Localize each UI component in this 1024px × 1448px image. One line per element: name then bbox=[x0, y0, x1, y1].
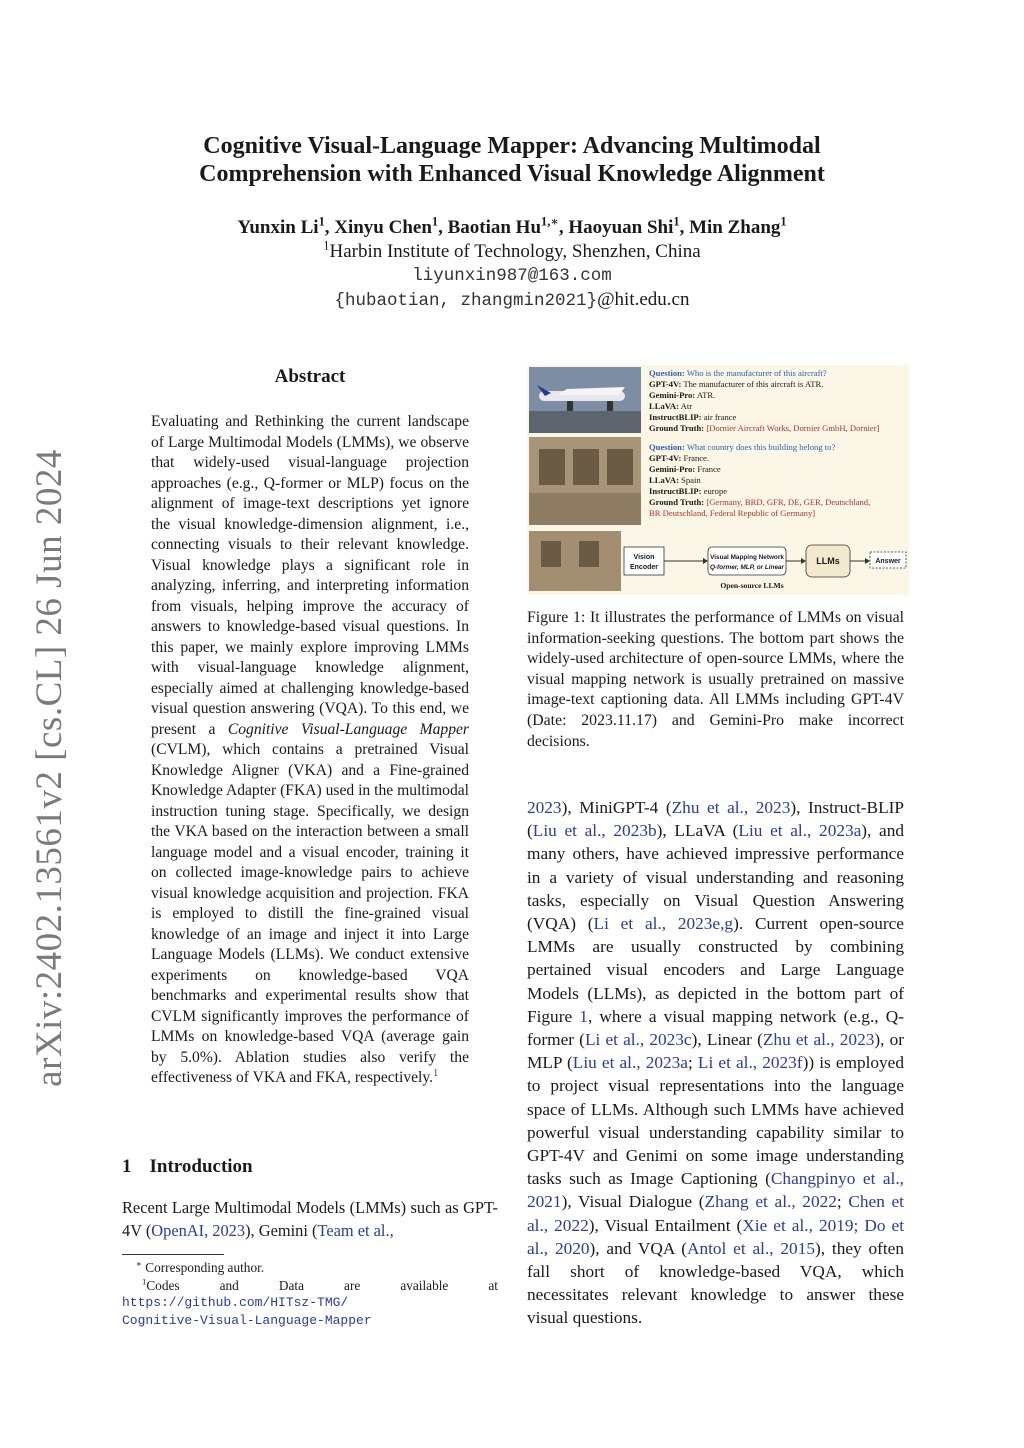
citation-link[interactable]: Zhang et al., 2022 bbox=[704, 1192, 837, 1212]
body-text: ), and many others, have achieved impressive performance in a variety of visual understanding and reasoning tasks, especially on Visual Question Answering (VQA) ( bbox=[527, 821, 905, 934]
body-text: , where a visual mapping network (e.g., Q-former ( bbox=[527, 1006, 904, 1050]
abstract-body bbox=[151, 412, 469, 1089]
right-column-paragraph bbox=[527, 796, 904, 1330]
model-name: InstructBLIP: bbox=[649, 412, 702, 422]
abstract-heading: Abstract bbox=[274, 366, 346, 387]
svg-text:InstructBLIP: europe bbox=[649, 486, 727, 496]
intro-text: ), Gemini ( bbox=[245, 1221, 318, 1241]
ground-truth-text-cont: BR Deutschland, Federal Republic of Germany] bbox=[649, 508, 816, 518]
svg-text:GPT-4V: The manufacturer of th bbox=[649, 379, 823, 389]
svg-text:LLaVA: Atr bbox=[649, 401, 692, 411]
body-text: )) is employed to project visual representations into the language space of LLMs. Although such LMMs have achieved powerful visual understanding capability similar to GPT-4V and Genimi on some image understanding tasks such as Image Captioning ( bbox=[527, 1053, 904, 1189]
body-text: ), Instruct-BLIP ( bbox=[527, 798, 904, 841]
model-name: GPT-4V: bbox=[649, 453, 682, 463]
figure-1-graphic bbox=[527, 365, 909, 595]
svg-text:LLaVA: Spain bbox=[649, 475, 701, 485]
svg-text:Gemini-Pro: ATR. bbox=[649, 390, 715, 400]
question-label: Question: bbox=[649, 442, 685, 452]
body-text: ; bbox=[687, 1053, 698, 1073]
author-name: Xinyu Chen bbox=[334, 217, 432, 238]
building-thumbnail bbox=[529, 531, 621, 591]
citation-link[interactable]: Changpinyo et al., 2021 bbox=[527, 1169, 904, 1212]
email-1[interactable]: liyunxin987@163.com bbox=[412, 266, 612, 286]
affiliation-text: Harbin Institute of Technology, Shenzhen, China bbox=[329, 241, 701, 262]
abstract-text-2: (CVLM), which contains a pretrained Visual Knowledge Aligner (VKA) and a Fine-grained Knowledge Adapter (FKA) used in the multimodal instruction tuning stage. Specifically, we design the VKA based on the interaction between a small language model and a visual encoder, training it on collected image-knowledge pairs to achieve visual knowledge acquisition and projection. FKA is employed to distill the fine-grained visual knowledge of an image and inject it into Large Language Models (LLMs). We conduct extensive experiments on knowledge-based VQA benchmarks and experimental results show that CVLM significantly improves the performance of LMMs on knowledge-based VQA (average gain by 5.0%). Ablation studies also verify the effectiveness of VKA and FKA, respectively. bbox=[151, 741, 469, 1086]
footnote-ref[interactable]: 1 bbox=[433, 1067, 439, 1079]
footnote-text: Corresponding author. bbox=[145, 1260, 265, 1275]
citation-link[interactable]: Antol et al., 2015 bbox=[686, 1238, 815, 1258]
figure-1 bbox=[527, 365, 909, 595]
author-name: Yunxin Li bbox=[237, 217, 319, 238]
building-photo bbox=[529, 437, 641, 525]
model-answer: ATR. bbox=[696, 390, 716, 400]
citation-link[interactable]: 2023 bbox=[527, 798, 562, 817]
svg-text:Question: What country does th bbox=[649, 442, 835, 452]
answer-label: Answer bbox=[875, 558, 901, 565]
repo-url-line1[interactable]: https://github.com/HITsz-TMG/ bbox=[122, 1295, 349, 1310]
body-text: ), LLaVA ( bbox=[656, 821, 739, 841]
author-name: Baotian Hu bbox=[447, 217, 542, 238]
model-answer: air france bbox=[703, 412, 737, 422]
svg-text:Question: Who is the manufactu bbox=[649, 368, 827, 378]
footnote-code bbox=[122, 1277, 498, 1295]
body-text: ; bbox=[836, 1192, 849, 1212]
aircraft-photo bbox=[529, 367, 641, 433]
svg-text:GPT-4V: France. bbox=[649, 453, 709, 463]
body-text: ), Linear ( bbox=[691, 1030, 763, 1050]
section-heading bbox=[122, 1156, 271, 1178]
author-mark: 1 bbox=[318, 214, 325, 229]
mapping-network-label: Visual Mapping Network bbox=[710, 554, 784, 561]
ground-truth-label: Ground Truth: bbox=[649, 497, 705, 507]
ground-truth-text: [Dornier Aircraft Works, Dornier GmbH, Dornier] bbox=[706, 423, 880, 433]
author-name: Min Zhang bbox=[689, 217, 781, 238]
model-answer: Spain bbox=[681, 475, 701, 485]
author-name: Haoyuan Shi bbox=[568, 217, 674, 238]
citation-link[interactable]: Li et al., 2023e,g bbox=[593, 914, 734, 934]
abstract-text-1: Evaluating and Rethinking the current landscape of Large Multimodal Models (LMMs), we observe that widely-used visual-language projection approaches (e.g., Q-former or MLP) focus on the alignment of image-text descriptions yet ignore the visual knowledge-dimension alignment, i.e., connecting visuals to their relevant knowledge. Visual knowledge plays a significant role in analyzing, inferring, and interpreting information from visuals, helping improve the accuracy of answers to knowledge-based visual questions. In this paper, we mainly explore improving LMMs with visual-language knowledge alignment, especially aimed at challenging knowledge-based visual question answering (VQA). To this end, we present a bbox=[151, 413, 469, 738]
model-answer: France bbox=[697, 464, 721, 474]
footnote-code-text: Codes and Data are available at bbox=[146, 1277, 498, 1293]
body-text: ), and VQA ( bbox=[589, 1238, 687, 1258]
model-name: InstructBLIP: bbox=[649, 486, 702, 496]
abstract-italic: Cognitive Visual-Language Mapper bbox=[227, 720, 469, 738]
ground-truth-text: [Germany, BRD, GFR, DE, GER, Deutschland, bbox=[706, 497, 871, 507]
question-text: Who is the manufacturer of this aircraft? bbox=[686, 368, 827, 378]
model-name: LLaVA: bbox=[649, 401, 679, 411]
model-name: Gemini-Pro: bbox=[649, 390, 696, 400]
title-line-2: Comprehension with Enhanced Visual Knowledge Alignment bbox=[199, 161, 825, 187]
email-2-domain: @hit.edu.cn bbox=[597, 289, 690, 310]
citation-link[interactable]: Liu et al., 2023a bbox=[572, 1053, 688, 1073]
author-list: Yunxin Li$^1$, Xinyu Chen$^1$, Baotian $Hu^{1,∗}$, Haoyuan Shi$^1$, Min Zhang$^1$ bbox=[237, 214, 787, 238]
question-label: Question: bbox=[649, 368, 685, 378]
body-text: ), they often fall short of knowledge-based VQA, which necessitates relevant knowledge to answer these visual questions. bbox=[527, 1238, 904, 1328]
affiliation-mark: 1 bbox=[323, 238, 330, 253]
figure-ref-link[interactable]: 1 bbox=[579, 1006, 588, 1026]
section-number: 1 bbox=[122, 1156, 132, 1177]
intro-text: Recent Large Multimodal Models (LMMs) such as GPT-4V ( bbox=[122, 1198, 498, 1241]
citation-link[interactable]: Liu et al., 2023a bbox=[738, 821, 862, 841]
llms-label: LLMs bbox=[816, 556, 840, 566]
vision-encoder-label: Encoder bbox=[629, 564, 659, 571]
author-mark: 1 bbox=[673, 214, 680, 229]
body-text: ), Visual Entailment ( bbox=[588, 1215, 743, 1235]
title-line-1: Cognitive Visual-Language Mapper: Advancing Multimodal bbox=[203, 133, 821, 159]
svg-text:Ground Truth: [Dornier Aircraf bbox=[649, 423, 880, 433]
body-text: ). Current open-source LMMs are usually constructed by combining pertained visual encoders and Large Language Models (LLMs), as depicted in the bottom part of Figure bbox=[527, 914, 904, 1026]
citation-link[interactable]: Zhu et al., 2023 bbox=[762, 1030, 875, 1050]
vision-encoder-label: Vision bbox=[633, 554, 655, 561]
body-text: ), Visual Dialogue ( bbox=[561, 1192, 705, 1212]
paper-title bbox=[150, 132, 874, 188]
model-answer: The manufacturer of this aircraft is ATR. bbox=[683, 379, 824, 389]
model-name: GPT-4V: bbox=[649, 379, 682, 389]
footnote-code-mark: 1 bbox=[142, 1276, 147, 1287]
footnote-star: ∗ bbox=[136, 1258, 142, 1269]
intro-paragraph bbox=[122, 1196, 498, 1243]
citation-link[interactable]: Zhu et al., 2023 bbox=[671, 798, 791, 817]
body-text: ), or MLP ( bbox=[527, 1030, 904, 1073]
model-answer: europe bbox=[703, 486, 728, 496]
email-2[interactable] bbox=[150, 288, 874, 313]
citation-link[interactable]: Li et al., 2023c bbox=[584, 1030, 692, 1050]
email-2-users: {hubaotian, zhangmin2021} bbox=[334, 291, 598, 311]
citation-link[interactable]: Li et al., 2023f bbox=[697, 1053, 803, 1073]
open-source-label: Open-source LLMs bbox=[720, 581, 784, 590]
body-text: ), MiniGPT-4 ( bbox=[561, 798, 672, 817]
svg-text:Gemini-Pro: France bbox=[649, 464, 721, 474]
svg-text:InstructBLIP: air france bbox=[649, 412, 737, 422]
question-text: What country does this building belong to? bbox=[686, 442, 836, 452]
citation-link[interactable]: Chen et al., 2022 bbox=[527, 1192, 904, 1235]
model-answer: France. bbox=[683, 453, 710, 463]
model-answer: Atr bbox=[680, 401, 693, 411]
arxiv-sidebar-stamp: arXiv:2402.13561v2 [cs.CL] 26 Jun 2024 bbox=[29, 449, 70, 1087]
mapping-network-label: Q-former, MLP, or Linear bbox=[709, 564, 785, 571]
affiliation bbox=[150, 240, 874, 264]
citation-link[interactable]: Xie et al., 2019; Do et al., 2020 bbox=[527, 1215, 905, 1258]
author-block bbox=[150, 216, 874, 313]
author-mark: 1 bbox=[431, 214, 439, 229]
section-title: Introduction bbox=[149, 1156, 253, 1177]
citation-link[interactable]: OpenAI, 2023 bbox=[151, 1221, 246, 1241]
figure-caption: Figure 1: It illustrates the performance of LMMs on visual information-seeking questions. The bottom part shows the widely-used architecture of open-source LMMs, where the visual mapping network is usually pretrained on massive image-text captioning data. All LMMs including GPT-4V (Date: 2023.11.17) and Gemini-Pro make incorrect decisions. bbox=[527, 609, 904, 750]
svg-text:Ground Truth: [Germany, BRD, G bbox=[649, 497, 870, 507]
author-mark: 1,∗ bbox=[541, 214, 559, 229]
footnote-corresponding bbox=[122, 1259, 498, 1277]
footnote-divider bbox=[122, 1254, 224, 1255]
author-mark: 1 bbox=[780, 214, 787, 229]
model-name: Gemini-Pro: bbox=[649, 464, 696, 474]
model-name: LLaVA: bbox=[649, 475, 679, 485]
citation-link[interactable]: Liu et al., 2023b bbox=[532, 821, 657, 841]
citation-link[interactable]: Team et al., bbox=[317, 1221, 394, 1241]
repo-url-line2[interactable]: Cognitive-Visual-Language-Mapper bbox=[122, 1312, 372, 1328]
ground-truth-label: Ground Truth: bbox=[649, 423, 705, 433]
footnotes bbox=[122, 1259, 498, 1329]
